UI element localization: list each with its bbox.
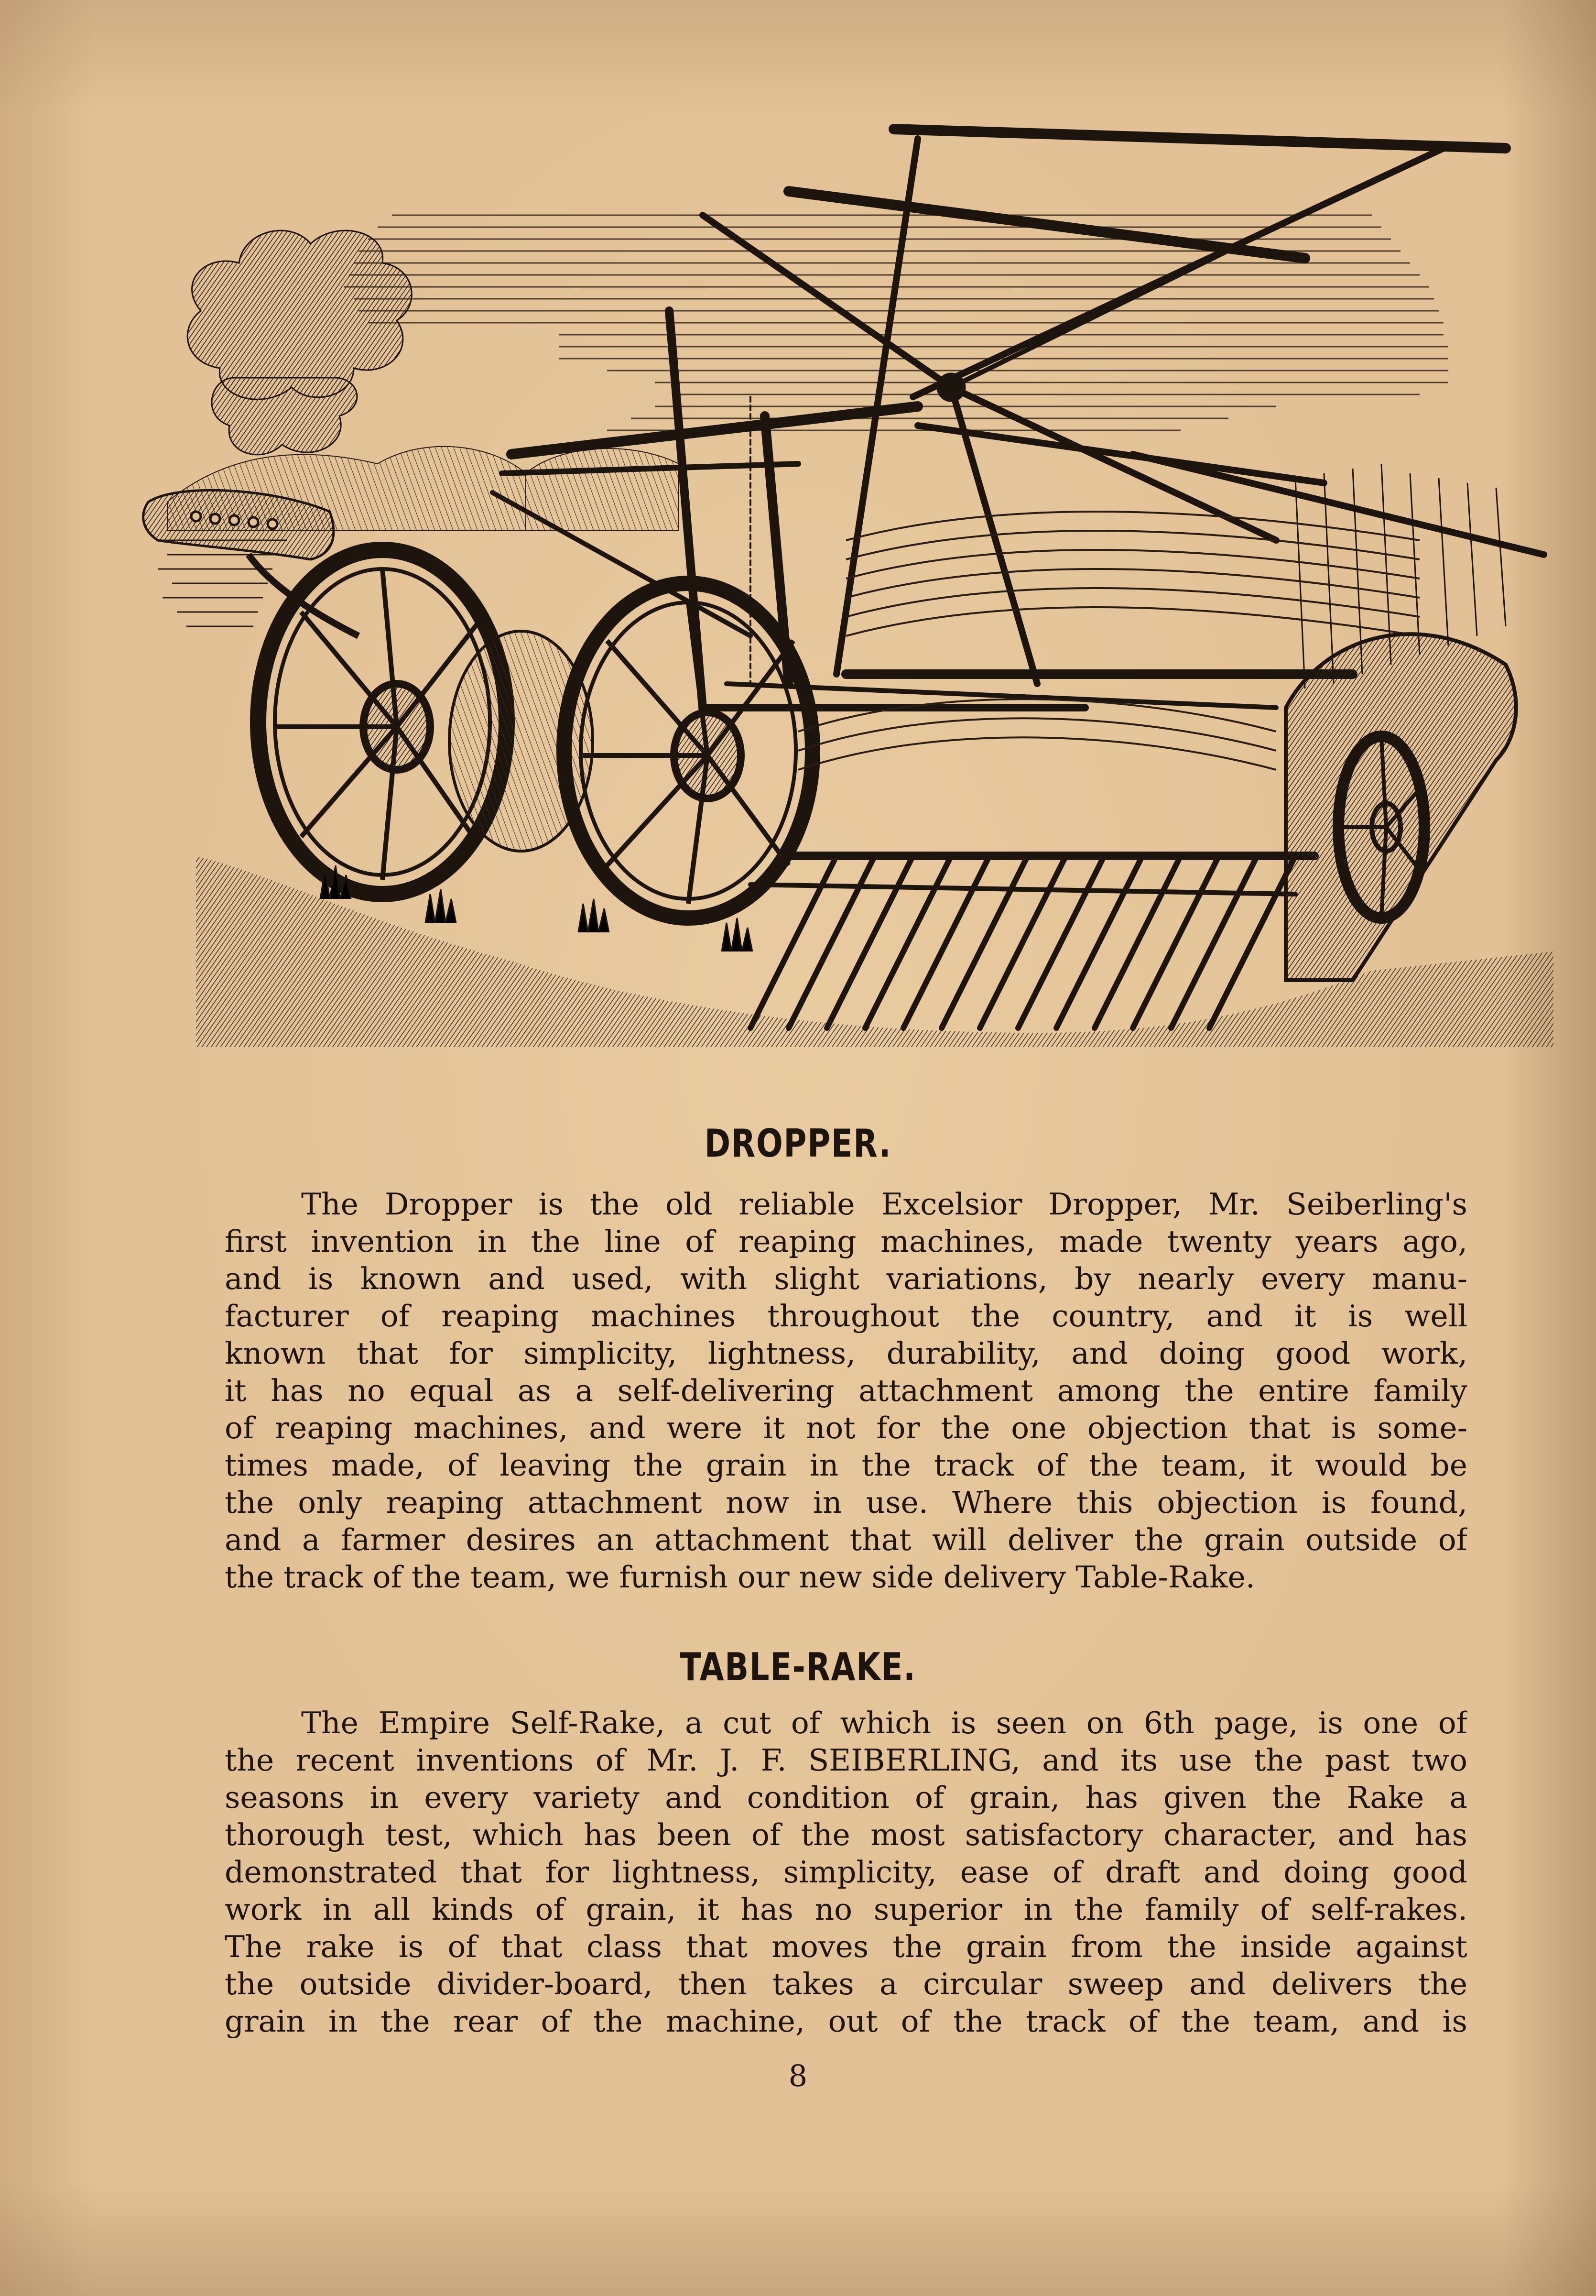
- drive-wheel-right: [564, 583, 813, 918]
- text-line: the recent inventions of Mr. J. F. SEIBERLING, and its use the past two: [225, 1743, 1467, 1778]
- text-line: the only reaping attachment now in use. Where this objection is found,: [225, 1485, 1467, 1520]
- text-line: times made, of leaving the grain in the track of the team, it would be: [225, 1448, 1467, 1483]
- text-line: The Dropper is the old reliable Excelsior Dropper, Mr. Seiberling's: [301, 1187, 1467, 1222]
- text-line: demonstrated that for lightness, simplicity, ease of draft and doing good: [225, 1855, 1467, 1890]
- text-line: facturer of reaping machines throughout the country, and it is well: [225, 1299, 1467, 1334]
- dropper-paragraph: [225, 1186, 1467, 1596]
- dropper-slats: [750, 856, 1314, 1028]
- text-line: the track of the team, we furnish our new side delivery Table-Rake.: [225, 1560, 1255, 1595]
- text-line: and is known and used, with slight variations, by nearly every manu-: [225, 1261, 1467, 1296]
- text-line: first invention in the line of reaping machines, made twenty years ago,: [225, 1224, 1467, 1259]
- tree: [187, 230, 412, 455]
- page-number: 8: [788, 2058, 808, 2093]
- text-line: known that for simplicity, lightness, durability, and doing good work,: [225, 1336, 1467, 1371]
- table-rake-paragraph: [225, 1705, 1467, 2040]
- text-line: seasons in every variety and condition of grain, has given the Rake a: [225, 1780, 1467, 1815]
- text-line: the outside divider-board, then takes a circular sweep and delivers the: [225, 1967, 1467, 2001]
- text-line: thorough test, which has been of the most satisfactory character, and has: [225, 1817, 1467, 1852]
- sky-lines: [344, 215, 1448, 430]
- reaper-illustration: [129, 110, 1553, 1104]
- text-line: of reaping machines, and were it not for the one objection that is some-: [225, 1410, 1467, 1445]
- text-line: The Empire Self-Rake, a cut of which is seen on 6th page, is one of: [301, 1706, 1467, 1740]
- text-line: grain in the rear of the machine, out of the track of the team, and is: [225, 2004, 1467, 2039]
- section-heading-table-rake: TABLE-RAKE.: [680, 1645, 916, 1689]
- text-line: and a farmer desires an attachment that will deliver the grain outside of: [225, 1522, 1467, 1557]
- section-heading-dropper: DROPPER.: [704, 1121, 892, 1166]
- text-line: it has no equal as a self-delivering attachment among the entire family: [225, 1373, 1467, 1408]
- divider-board: [1286, 634, 1516, 980]
- text-line: The rake is of that class that moves the grain from the inside against: [225, 1929, 1467, 1964]
- text-line: work in all kinds of grain, it has no superior in the family of self-rakes.: [225, 1892, 1467, 1927]
